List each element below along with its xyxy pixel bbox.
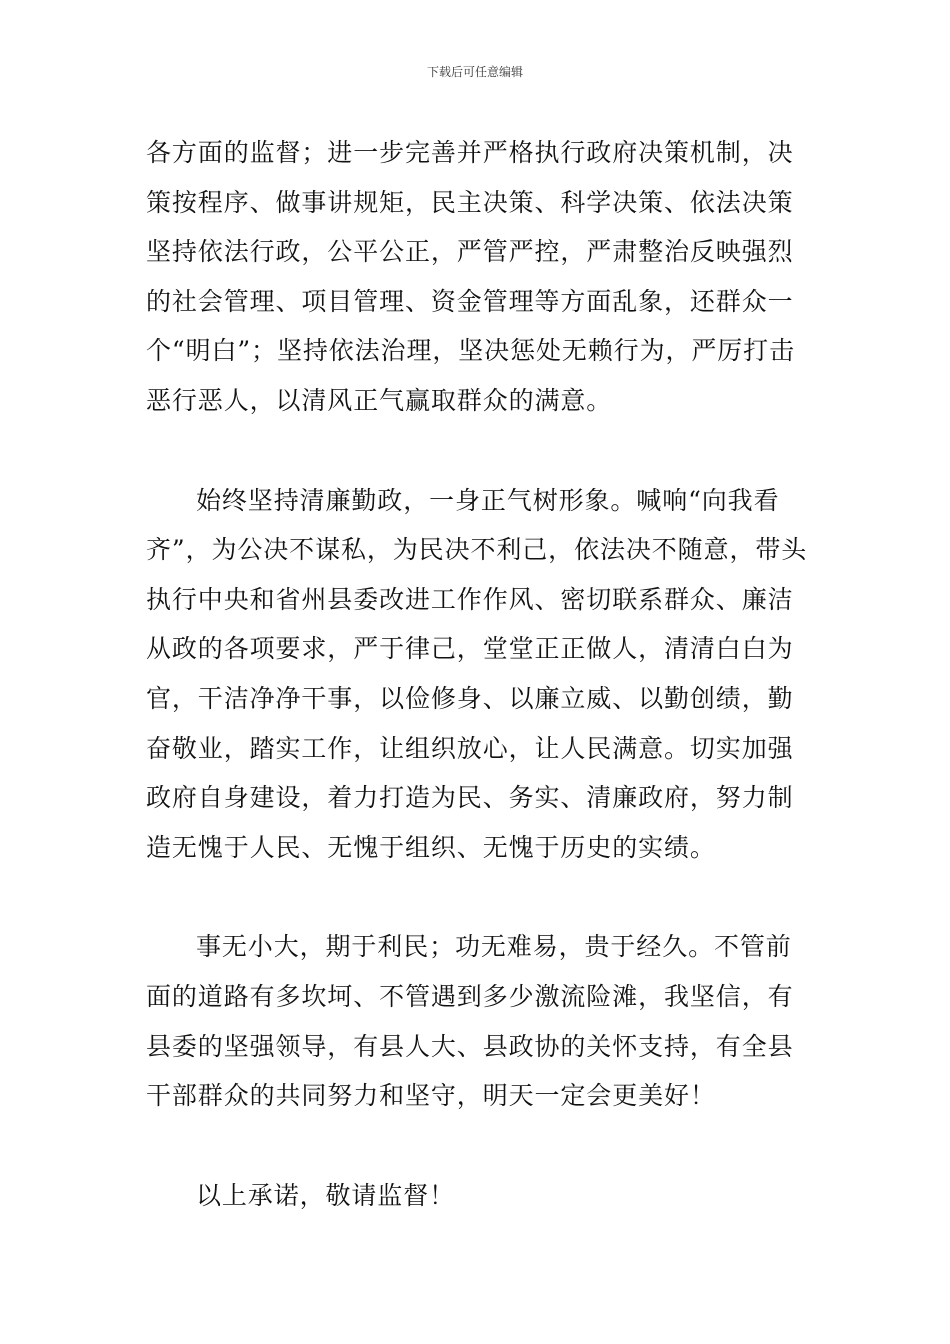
page-header-note: 下载后可任意编辑	[426, 65, 523, 79]
paragraph-closing: 以上承诺，敬请监督！	[196, 1180, 456, 1210]
paragraph-gap	[146, 872, 810, 922]
paragraph-gap	[146, 426, 810, 476]
paragraph-continuation: 各方面的监督；进一步完善并严格执行政府决策机制，决策按程序、做事讲规矩，民主决策、科学决策、依法决策坚持依法行政，公平公正，严管严控，严肃整治反映强烈的社会管理、项目管理、资金管理等方面乱象，还群众一个“明白”；坚持依法治理，坚决惩处无赖行为，严厉打击恶行恶人，以清风正气赢取群众的满意。	[146, 138, 795, 415]
paragraph-outlook: 事无小大，期于利民；功无难易，贵于经久。不管前面的道路有多坎坷、不管遇到多少激流险滩，我坚信，有县委的坚强领导，有县人大、县政协的关怀支持，有全县干部群众的共同努力和坚守，明天一定会更美好！	[146, 932, 794, 1111]
paragraph-gap	[146, 1121, 810, 1171]
paragraph-integrity: 始终坚持清廉勤政，一身正气树形象。喊响“向我看齐”，为公决不谋私，为民决不利己，依法决不随意，带头执行中央和省州县委改进工作作风、密切联系群众、廉洁从政的各项要求，严于律己，堂堂正正做人，清清白白为官，干洁净净干事，以俭修身、以廉立威、以勤创绩，勤奋敬业，踏实工作，让组织放心，让人民满意。切实加强政府自身建设，着力打造为民、务实、清廉政府，努力制造无愧于人民、无愧于组织、无愧于历史的实绩。	[146, 485, 808, 862]
document-body	[146, 128, 810, 1220]
